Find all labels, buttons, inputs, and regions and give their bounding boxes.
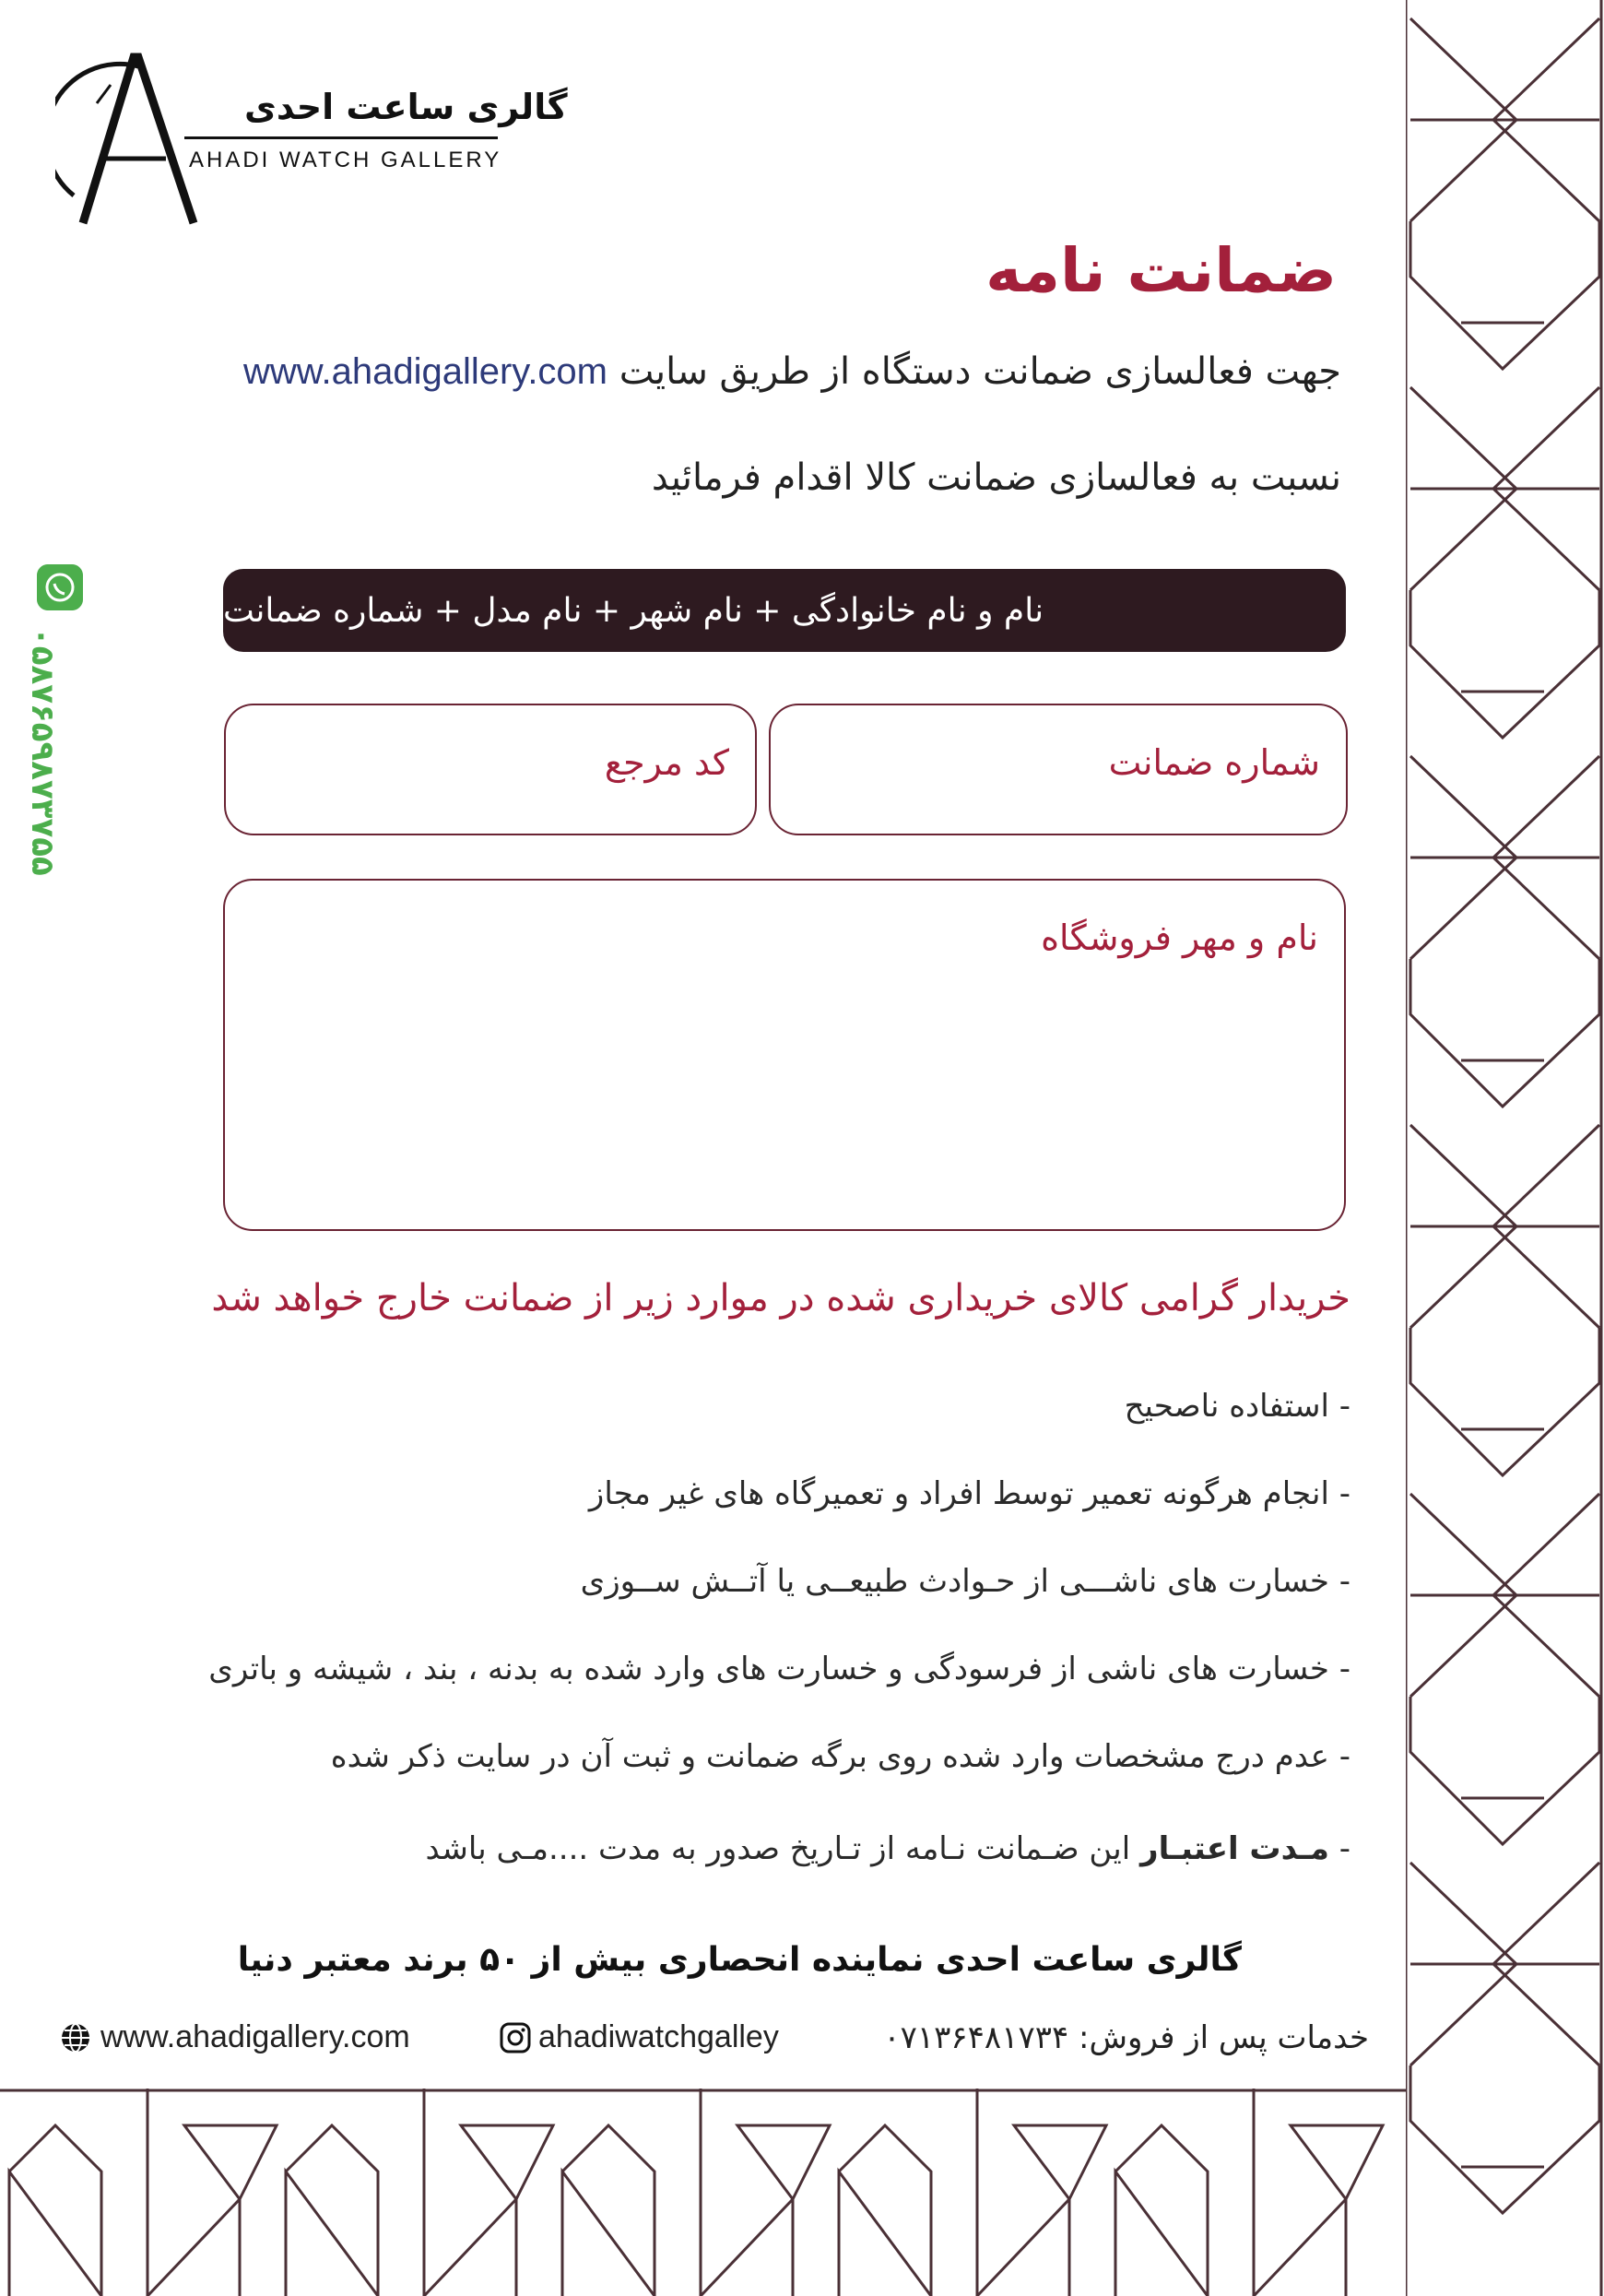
intro-text-1: جهت فعالسازی ضمانت دستگاه از طریق سایت [619, 350, 1341, 393]
exclusion-item: - استفاده ناصحیح [1124, 1388, 1350, 1425]
sms-format-bar [223, 569, 1346, 652]
logo-name-fa: گالری ساعت احدی [244, 87, 568, 127]
store-stamp-label: نام و مهر فروشگاه [1041, 917, 1318, 958]
instagram-text: ahadiwatchgalley [538, 2019, 779, 2054]
reference-code-field[interactable] [224, 704, 757, 835]
whatsapp-icon [37, 564, 83, 610]
store-stamp-field[interactable] [223, 879, 1346, 1231]
exclusion-warning: خریدار گرامی کالای خریداری شده در موارد زیر از ضمانت خارج خواهد شد [211, 1277, 1350, 1320]
exclusion-item: - خسارت های ناشی از فرسودگی و خسارت های وارد شده به بدنه ، بند ، شیشه و باتری [208, 1651, 1350, 1687]
validity-text: این ضـمانت نـامه از تـاریخ صدور به مدت ....مـی باشد [425, 1830, 1140, 1867]
whatsapp-phone [24, 627, 88, 977]
instagram-handle[interactable] [500, 2019, 779, 2055]
exclusion-item: - عدم درج مشخصات وارد شده روی برگه ضمانت و ثبت آن در سایت ذکر شده [330, 1738, 1350, 1775]
brand-tagline: گالری ساعت احدی نماینده انحصاری بیش از ۵۰ برند معتبر دنیا [237, 1941, 1242, 1979]
footer-website-text: www.ahadigallery.com [100, 2019, 410, 2054]
brand-logo [55, 48, 568, 232]
whatsapp-phone-text: ۰۵۸۷۶۵۹۸۷۳۷۵۵ [24, 627, 61, 876]
intro-line-2: نسبت به فعالسازی ضمانت کالا اقدام فرمائید [651, 456, 1341, 499]
bottom-geometric-pattern [0, 2089, 1406, 2296]
validity-prefix: - [1328, 1830, 1350, 1867]
warranty-number-label: شماره ضمانت [1108, 742, 1320, 783]
reference-code-label: کد مرجع [604, 742, 729, 783]
sms-format-text: نام و نام خانوادگی + نام شهر + نام مدل + شماره ضمانت [223, 591, 1044, 630]
logo-name-en: AHADI WATCH GALLERY [189, 148, 502, 172]
logo-divider [184, 136, 498, 140]
footer-website[interactable] [60, 2019, 410, 2055]
intro-website-link[interactable]: www.ahadigallery.com [243, 351, 607, 392]
exclusion-item: - انجام هرگونه تعمیر توسط افراد و تعمیرگاه های غیر مجاز [588, 1475, 1350, 1512]
right-geometric-pattern [1406, 0, 1604, 2296]
validity-item [426, 1830, 1350, 1867]
page-title: ضمانت نامه [985, 235, 1337, 306]
after-sales-phone: خدمات پس از فروش: ۰۷۱۳۶۴۸۱۷۳۴ [883, 2019, 1369, 2056]
watch-a-logo-icon [55, 48, 212, 232]
exclusion-item: - خسارت های ناشـــی از حـوادث طبیعــی یا آتــش ســوزی [580, 1563, 1350, 1600]
globe-icon [60, 2022, 91, 2053]
instagram-icon [500, 2022, 531, 2053]
intro-line-1 [243, 350, 1341, 393]
warranty-number-field[interactable] [769, 704, 1348, 835]
validity-label: مـدت اعتبـار [1140, 1830, 1329, 1867]
